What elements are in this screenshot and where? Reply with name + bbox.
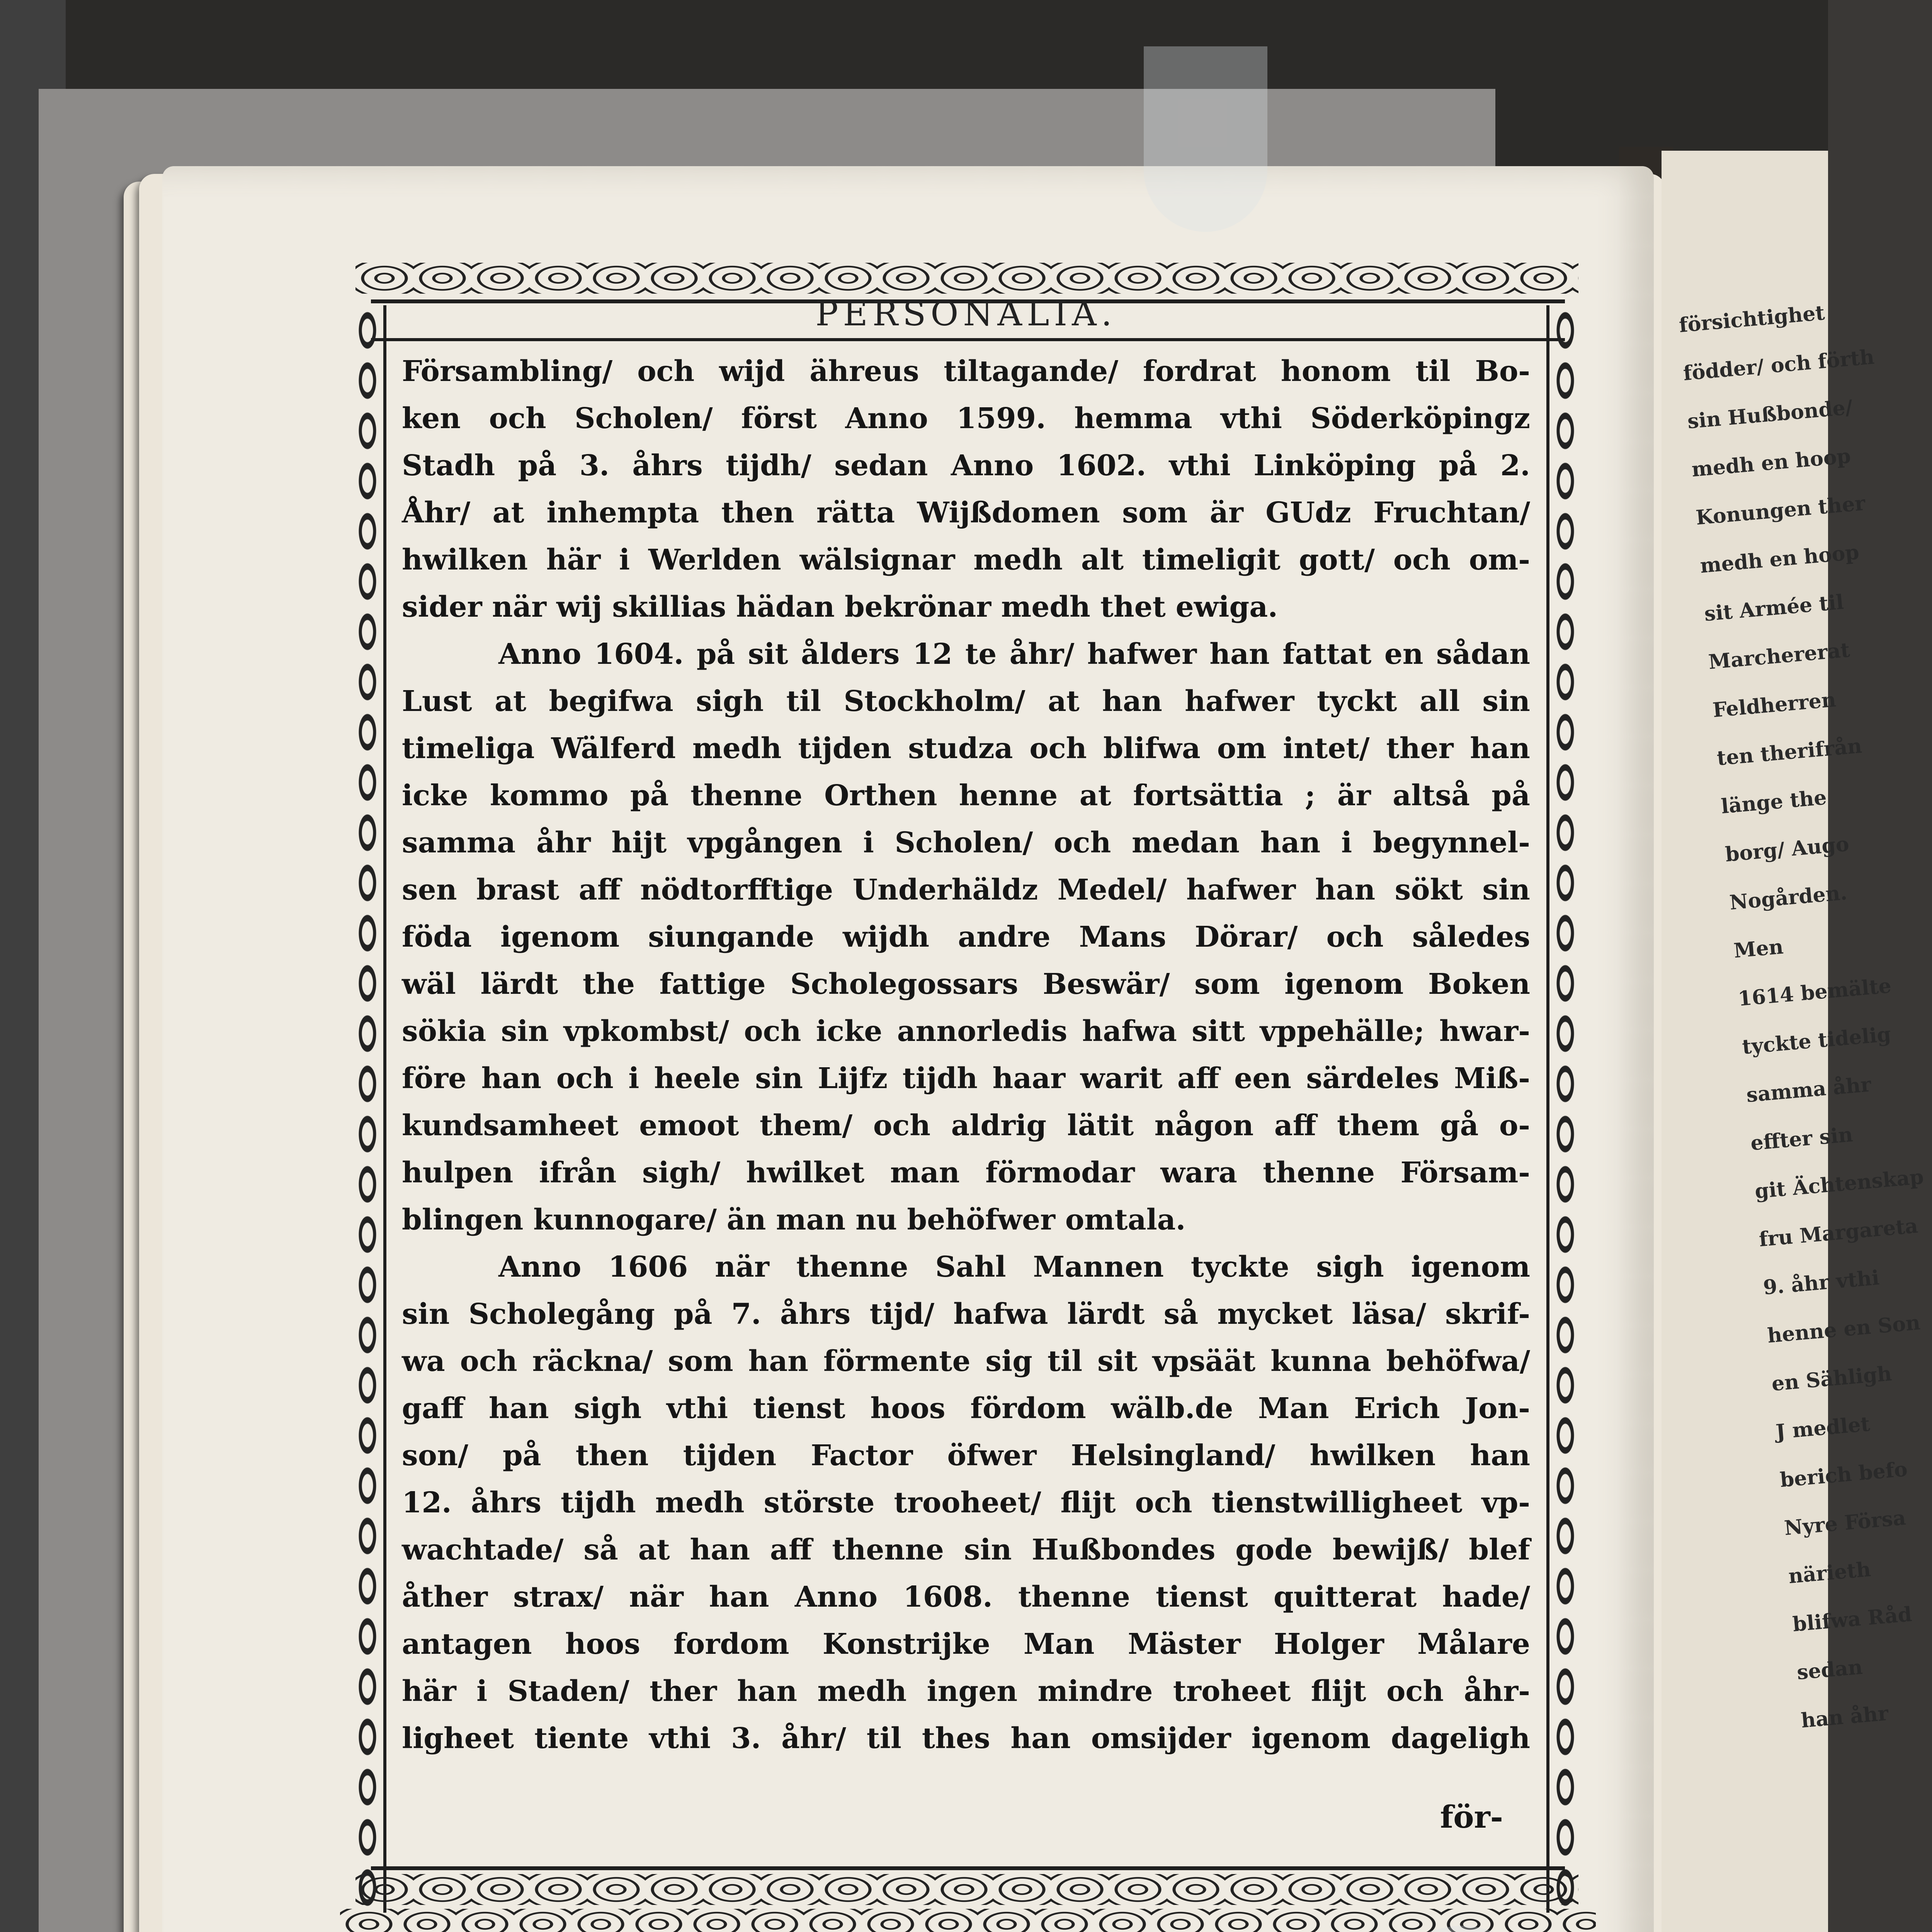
facing-line: J medlet <box>1775 1412 1871 1444</box>
ornament-top <box>355 263 1578 294</box>
facing-line: henne en Son <box>1766 1311 1922 1348</box>
facing-line: tyckte tidelig <box>1741 1022 1892 1059</box>
facing-line: födder/ och förth <box>1682 345 1876 386</box>
rule-left <box>383 305 386 1913</box>
text-line: son/ på then tijden Factor öfwer Helsingland/ hwilken han <box>402 1439 1530 1472</box>
rule-right <box>1546 305 1549 1913</box>
text-line: sen brast aff nödtorfftige Underhäldz Medel/ hafwer han sökt sin <box>402 873 1530 906</box>
facing-line: närieth <box>1787 1557 1872 1588</box>
ornament-right <box>1553 305 1577 1917</box>
rule-head <box>371 338 1565 341</box>
ornament-left <box>355 305 379 1917</box>
facing-line: medh en hoop <box>1699 540 1860 578</box>
facing-line: 9. åhr vthi <box>1762 1266 1881 1300</box>
text-line: antagen hoos fordom Konstrijke Man Mäster Holger Målare <box>402 1628 1530 1661</box>
facing-line: Men <box>1733 935 1784 963</box>
text-line: samma åhr hijt vpgången i Scholen/ och medan han i begynnel- <box>402 826 1530 859</box>
text-line: icke kommo på thenne Orthen henne at fortsättia ; är altså på <box>402 779 1530 812</box>
text-line: ken och Scholen/ först Anno 1599. hemma vthi Söderköpingz <box>402 402 1530 435</box>
text-line: blingen kunnogare/ än man nu behöfwer omtala. <box>402 1203 1186 1236</box>
facing-line: Feldherren <box>1711 688 1837 722</box>
text-line: gaff han sigh vthi tienst hoos fördom wälb.de Man Erich Jon- <box>402 1392 1530 1425</box>
facing-line: han åhr <box>1800 1701 1889 1733</box>
facing-line: medh en hoop <box>1690 444 1852 482</box>
facing-line: ten therifrån <box>1716 734 1863 770</box>
facing-line: sin Hußbonde/ <box>1686 395 1854 434</box>
facing-line: git Ächtenskap <box>1753 1165 1925 1204</box>
facing-line: sit Armée til <box>1703 590 1845 626</box>
text-line: Åhr/ at inhempta then rätta Wijßdomen som är GUdz Fruchtan/ <box>402 496 1530 529</box>
text-line: Lust at begifwa sigh til Stockholm/ at han hafwer tyckt all sin <box>402 685 1530 718</box>
text-line: sider när wij skillias hädan bekrönar medh thet ewiga. <box>402 590 1278 624</box>
facing-line: blifwa Råd <box>1791 1602 1913 1636</box>
ornament-bottom-2 <box>340 1909 1596 1932</box>
facing-line: länge the <box>1720 786 1828 818</box>
page-body-text <box>402 348 1530 1855</box>
text-line: sin Scholegång på 7. åhrs tijd/ hafwa lärdt så mycket läsa/ skrif- <box>402 1298 1530 1331</box>
catchword: för- <box>1440 1799 1503 1835</box>
text-line: kundsamheet emoot them/ och aldrig lätit någon aff them gå o- <box>402 1109 1530 1142</box>
facing-line: en Sähligh <box>1770 1362 1893 1396</box>
text-line: sökia sin vpkombst/ och icke annorledis hafwa sitt vppehälle; hwar- <box>402 1015 1530 1048</box>
text-line: timeliga Wälferd medh tijden studza och blifwa om intet/ ther han <box>402 732 1530 765</box>
text-line: Stadh på 3. åhrs tijdh/ sedan Anno 1602. vthi Linköping på 2. <box>402 449 1530 482</box>
text-line: före han och i heele sin Lijfz tijdh haar warit aff een särdeles Miß- <box>402 1062 1530 1095</box>
facing-line: effter sin <box>1749 1122 1854 1155</box>
text-line: ligheet tiente vthi 3. åhr/ til thes han omsijder igenom dageligh <box>402 1722 1530 1755</box>
facing-line: fru Margareta <box>1758 1214 1919 1252</box>
ornament-bottom <box>355 1874 1578 1905</box>
facing-line: Nogården. <box>1728 881 1848 915</box>
rule-bottom <box>371 1866 1565 1870</box>
facing-line: sedan <box>1796 1655 1864 1685</box>
text-line: Försambling/ och wijd ähreus tiltagande/ fordrat honom til Bo- <box>402 355 1530 388</box>
facing-line: Marchererat <box>1708 638 1851 674</box>
facing-line: Konungen ther <box>1695 491 1866 530</box>
facing-line: 1614 bemälte <box>1737 974 1892 1011</box>
facing-line: samma åhr <box>1745 1073 1872 1107</box>
facing-line: borg/ Augo <box>1724 832 1850 867</box>
text-line: föda igenom siungande wijdh andre Mans Dörar/ och således <box>402 920 1530 954</box>
text-line: Anno 1604. på sit ålders 12 te åhr/ hafwer han fattat en sådan <box>498 638 1530 671</box>
page-clip-top <box>1144 46 1267 232</box>
text-line: wa och räckna/ som han förmente sig til sit vpsäät kunna behöfwa/ <box>402 1345 1530 1378</box>
running-head: PERSONALIA. <box>815 294 1117 333</box>
text-line: wäl lärdt the fattige Scholegossars Beswär/ som igenom Boken <box>402 968 1530 1001</box>
text-line: 12. åhrs tijdh medh störste trooheet/ flijt och tienstwilligheet vp- <box>402 1486 1530 1519</box>
text-line: hwilken här i Werlden wälsignar medh alt timeligit gott/ och om- <box>402 543 1530 577</box>
facing-line: berich befo <box>1779 1457 1908 1492</box>
text-line: hulpen ifrån sigh/ hwilket man förmodar wara thenne Försam- <box>402 1156 1530 1189</box>
text-line: Anno 1606 när thenne Sahl Mannen tyckte sigh igenom <box>498 1250 1530 1284</box>
facing-line: Nyre Försa <box>1783 1506 1907 1540</box>
text-line: här i Staden/ ther han medh ingen mindre troheet flijt och åhr- <box>402 1675 1530 1708</box>
facing-line: försichtighet <box>1678 301 1826 337</box>
text-line: wachtade/ så at han aff thenne sin Hußbondes gode bewijß/ blef <box>402 1533 1530 1566</box>
text-line: åther strax/ när han Anno 1608. thenne tienst quitterat hade/ <box>402 1580 1530 1614</box>
